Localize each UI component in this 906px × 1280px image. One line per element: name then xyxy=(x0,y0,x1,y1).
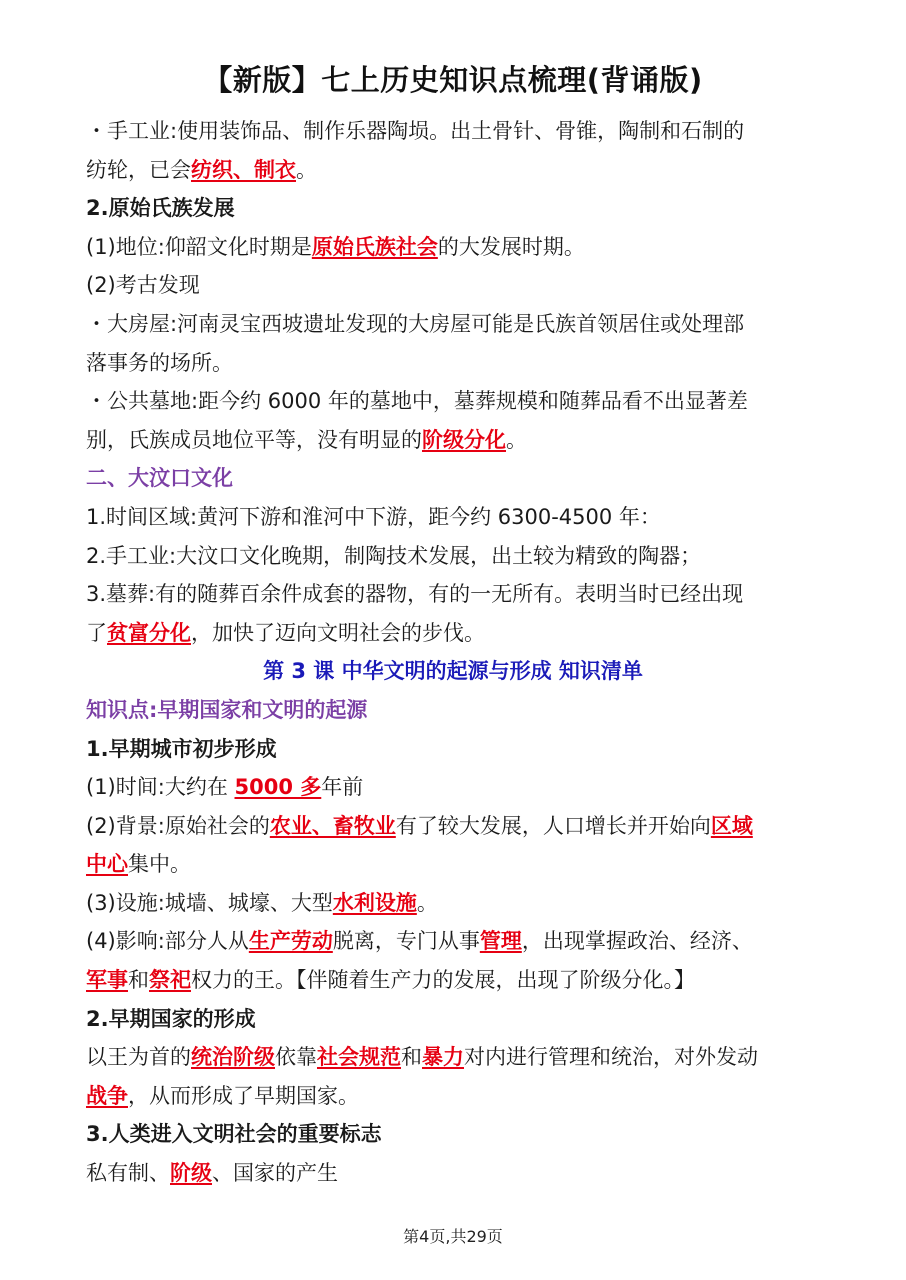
text-segment: 2.早期国家的形成 xyxy=(86,1006,256,1031)
purple-line xyxy=(86,459,820,498)
text-line xyxy=(86,922,820,961)
heading-line xyxy=(86,189,820,228)
text-segment: (3)设施:城墙、城壕、大型 xyxy=(86,890,333,915)
text-segment: 3.人类进入文明社会的重要标志 xyxy=(86,1122,382,1147)
text-line xyxy=(86,151,820,190)
text-segment: 的大发展时期。 xyxy=(437,234,585,259)
text-segment: 有了较大发展，人口增长并开始向 xyxy=(395,813,711,838)
highlighted-term: 统治阶级 xyxy=(191,1045,275,1070)
lesson-line xyxy=(86,652,820,691)
text-segment: (2)考古发现 xyxy=(86,273,200,298)
highlighted-term: 阶级 xyxy=(170,1161,212,1186)
text-line xyxy=(86,498,820,537)
text-segment: (1)地位:仰韶文化时期是 xyxy=(86,234,312,259)
highlighted-term: 管理 xyxy=(479,929,522,954)
highlighted-term: 暴力 xyxy=(422,1045,464,1070)
text-line xyxy=(86,112,820,151)
text-line xyxy=(86,845,820,884)
highlighted-term: 社会规范 xyxy=(317,1045,401,1070)
text-segment: 2.手工业:大汶口文化晚期，制陶技术发展，出土较为精致的陶器； xyxy=(86,543,702,568)
text-segment: ，加快了迈向文明社会的步伐。 xyxy=(191,620,485,645)
text-line xyxy=(86,305,820,344)
page-title: 【新版】七上历史知识点梳理(背诵版) xyxy=(203,63,703,97)
text-segment: ・大房屋:河南灵宝西坡遗址发现的大房屋可能是氏族首领居住或处理部 xyxy=(86,311,745,336)
document-body xyxy=(86,112,820,1193)
text-segment: 二、大汶口文化 xyxy=(86,466,233,491)
text-segment: 别，氏族成员地位平等，没有明显的 xyxy=(86,427,422,452)
text-line xyxy=(86,884,820,923)
text-line xyxy=(86,266,820,305)
highlighted-term: 5000 多 xyxy=(234,775,322,800)
text-segment: (2)背景:原始社会的 xyxy=(86,813,270,838)
text-segment: 1.早期城市初步形成 xyxy=(86,736,277,761)
text-segment: 、国家的产生 xyxy=(212,1161,338,1186)
highlighted-term: 原始氏族社会 xyxy=(311,234,438,259)
text-segment: 落事务的场所。 xyxy=(86,350,233,375)
text-segment: (4)影响:部分人从 xyxy=(86,929,249,954)
text-line xyxy=(86,614,820,653)
text-segment: 3.墓葬:有的随葬百余件成套的器物，有的一无所有。表明当时已经出现 xyxy=(86,582,744,607)
text-segment: 以王为首的 xyxy=(86,1045,191,1070)
highlighted-term: 区域 xyxy=(710,813,753,838)
text-segment: 。 xyxy=(416,890,438,915)
text-segment: 私有制、 xyxy=(86,1161,170,1186)
heading-line xyxy=(86,730,820,769)
text-segment: ・公共墓地:距今约 6000 年的墓地中，墓葬规模和随葬品看不出显著差 xyxy=(86,389,748,414)
text-segment: 第 3 课 中华文明的起源与形成 知识清单 xyxy=(263,659,643,684)
heading-line xyxy=(86,1000,820,1039)
highlighted-term: 战争 xyxy=(86,1083,128,1108)
text-segment: 依靠 xyxy=(275,1045,317,1070)
text-segment: 。 xyxy=(506,427,527,452)
text-line xyxy=(86,344,820,383)
text-line xyxy=(86,768,820,807)
text-line xyxy=(86,382,820,421)
highlighted-term: 农业、畜牧业 xyxy=(269,813,396,838)
text-segment: ・手工业:使用装饰品、制作乐器陶埙。出土骨针、骨锥，陶制和石制的 xyxy=(86,119,745,143)
text-line xyxy=(86,1077,820,1116)
text-line xyxy=(86,575,820,614)
text-line xyxy=(86,1038,820,1077)
text-line xyxy=(86,228,820,267)
purple-line xyxy=(86,691,820,730)
text-segment: 脱离，专门从事 xyxy=(332,929,480,954)
text-segment: 和 xyxy=(128,968,149,993)
text-segment: 。 xyxy=(296,157,317,182)
text-segment: 集中。 xyxy=(128,852,191,877)
text-segment: 纺轮，已会 xyxy=(86,157,191,182)
highlighted-term: 水利设施 xyxy=(332,890,417,915)
text-segment: ，从而形成了早期国家。 xyxy=(128,1083,359,1108)
highlighted-term: 贫富分化 xyxy=(107,620,191,645)
text-line xyxy=(86,961,820,1000)
highlighted-term: 军事 xyxy=(86,968,128,993)
text-segment: (1)时间:大约在 xyxy=(86,775,235,800)
text-segment: 权力的王。【伴随着生产力的发展，出现了阶级分化。】 xyxy=(191,968,695,993)
page-footer: 第4页,共29页 xyxy=(403,1227,503,1246)
text-line xyxy=(86,421,820,460)
highlighted-term: 祭祀 xyxy=(149,968,191,993)
highlighted-term: 中心 xyxy=(86,852,128,877)
text-line xyxy=(86,537,820,576)
highlighted-term: 纺织、制衣 xyxy=(191,157,296,182)
text-segment: 了 xyxy=(86,620,107,645)
text-segment: 2.原始氏族发展 xyxy=(86,196,235,221)
text-line xyxy=(86,1154,820,1193)
highlighted-term: 生产劳动 xyxy=(248,929,333,954)
text-segment: ，出现掌握政治、经济、 xyxy=(521,929,753,954)
text-line xyxy=(86,807,820,846)
highlighted-term: 阶级分化 xyxy=(422,427,506,452)
text-segment: 知识点:早期国家和文明的起源 xyxy=(86,697,368,722)
text-segment: 和 xyxy=(401,1045,422,1070)
text-segment: 对内进行管理和统治，对外发动 xyxy=(464,1045,758,1070)
text-segment: 1.时间区域:黄河下游和淮河中下游，距今约 6300-4500 年： xyxy=(86,504,661,529)
text-segment: 年前 xyxy=(321,775,364,800)
heading-line xyxy=(86,1115,820,1154)
